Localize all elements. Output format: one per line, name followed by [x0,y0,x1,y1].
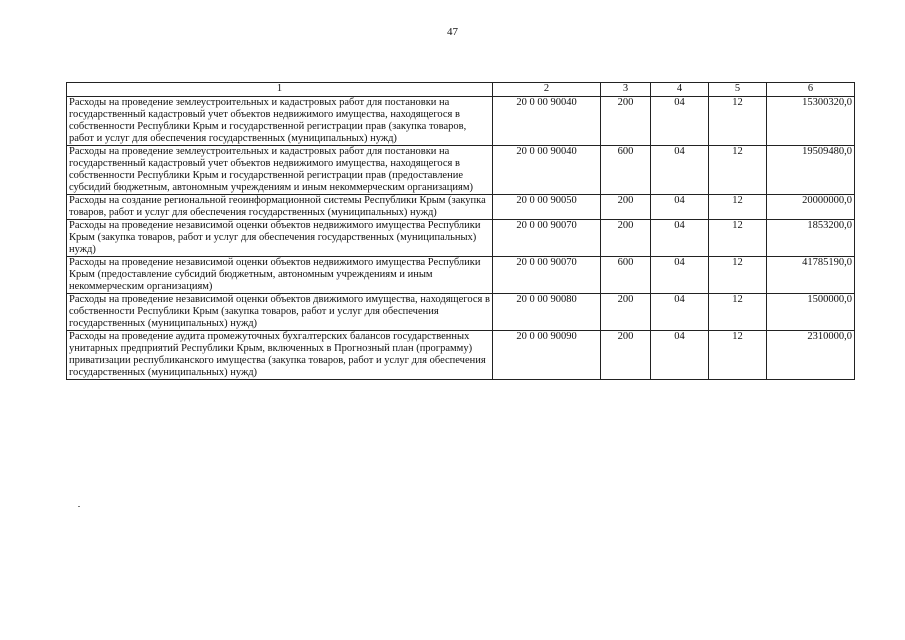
row-col4: 04 [651,97,709,146]
row-description: Расходы на проведение аудита промежуточных бухгалтерских балансов государственных унитарных предприятий Республики Крым, включенных в Прогнозный план (программу) приватизации республиканского имущества (закупка товаров, работ и услуг для обеспечения государственных (муниципальных) нужд) [67,331,493,380]
row-col3: 600 [601,257,651,294]
row-col3: 200 [601,331,651,380]
row-description: Расходы на проведение землеустроительных и кадастровых работ для постановки на государственный кадастровый учет объектов недвижимого имущества, находящегося в собственности Республики Крым и государственной регистрации прав (предоставление субсидий бюджетным, автономным учреждениям и иным некоммерческим организациям) [67,146,493,195]
header-col-1: 1 [67,83,493,97]
row-col4: 04 [651,195,709,220]
row-code: 20 0 00 90070 [493,220,601,257]
row-col4: 04 [651,146,709,195]
table-row [67,220,855,257]
table-row [67,195,855,220]
table-row [67,331,855,380]
row-code: 20 0 00 90080 [493,294,601,331]
budget-table [66,82,855,380]
row-col5: 12 [709,294,767,331]
row-col3: 600 [601,146,651,195]
row-code: 20 0 00 90070 [493,257,601,294]
row-amount: 20000000,0 [767,195,855,220]
row-code: 20 0 00 90040 [493,146,601,195]
row-col5: 12 [709,257,767,294]
scan-artifact [78,506,80,507]
row-col4: 04 [651,294,709,331]
row-code: 20 0 00 90040 [493,97,601,146]
row-code: 20 0 00 90090 [493,331,601,380]
row-col5: 12 [709,146,767,195]
row-col5: 12 [709,97,767,146]
header-col-4: 4 [651,83,709,97]
row-description: Расходы на проведение независимой оценки объектов движимого имущества, находящегося в собственности Республики Крым (закупка товаров, работ и услуг для обеспечения государственных (муниципальных) нужд) [67,294,493,331]
row-description: Расходы на проведение землеустроительных и кадастровых работ для постановки на государственный кадастровый учет объектов недвижимого имущества, находящегося в собственности Республики Крым и государственной регистрации прав (закупка товаров, работ и услуг для обеспечения государственных (муниципальных) нужд) [67,97,493,146]
row-description: Расходы на создание региональной геоинформационной системы Республики Крым (закупка товаров, работ и услуг для обеспечения государственных (муниципальных) нужд) [67,195,493,220]
row-col4: 04 [651,220,709,257]
table-row [67,146,855,195]
row-col3: 200 [601,97,651,146]
row-col4: 04 [651,331,709,380]
row-col3: 200 [601,195,651,220]
row-amount: 1853200,0 [767,220,855,257]
row-col5: 12 [709,220,767,257]
header-col-6: 6 [767,83,855,97]
row-amount: 1500000,0 [767,294,855,331]
row-amount: 2310000,0 [767,331,855,380]
header-col-5: 5 [709,83,767,97]
table-row [67,257,855,294]
row-amount: 19509480,0 [767,146,855,195]
table-row [67,97,855,146]
row-code: 20 0 00 90050 [493,195,601,220]
row-description: Расходы на проведение независимой оценки объектов недвижимого имущества Республики Крым (предоставление субсидий бюджетным, автономным учреждениям и иным некоммерческим организациям) [67,257,493,294]
header-col-3: 3 [601,83,651,97]
row-col3: 200 [601,294,651,331]
row-amount: 15300320,0 [767,97,855,146]
header-col-2: 2 [493,83,601,97]
row-col4: 04 [651,257,709,294]
row-col3: 200 [601,220,651,257]
page-number: 47 [447,26,458,38]
row-col5: 12 [709,331,767,380]
header-row [67,83,855,97]
table-row [67,294,855,331]
row-col5: 12 [709,195,767,220]
row-description: Расходы на проведение независимой оценки объектов недвижимого имущества Республики Крым (закупка товаров, работ и услуг для обеспечения государственных (муниципальных) нужд) [67,220,493,257]
row-amount: 41785190,0 [767,257,855,294]
